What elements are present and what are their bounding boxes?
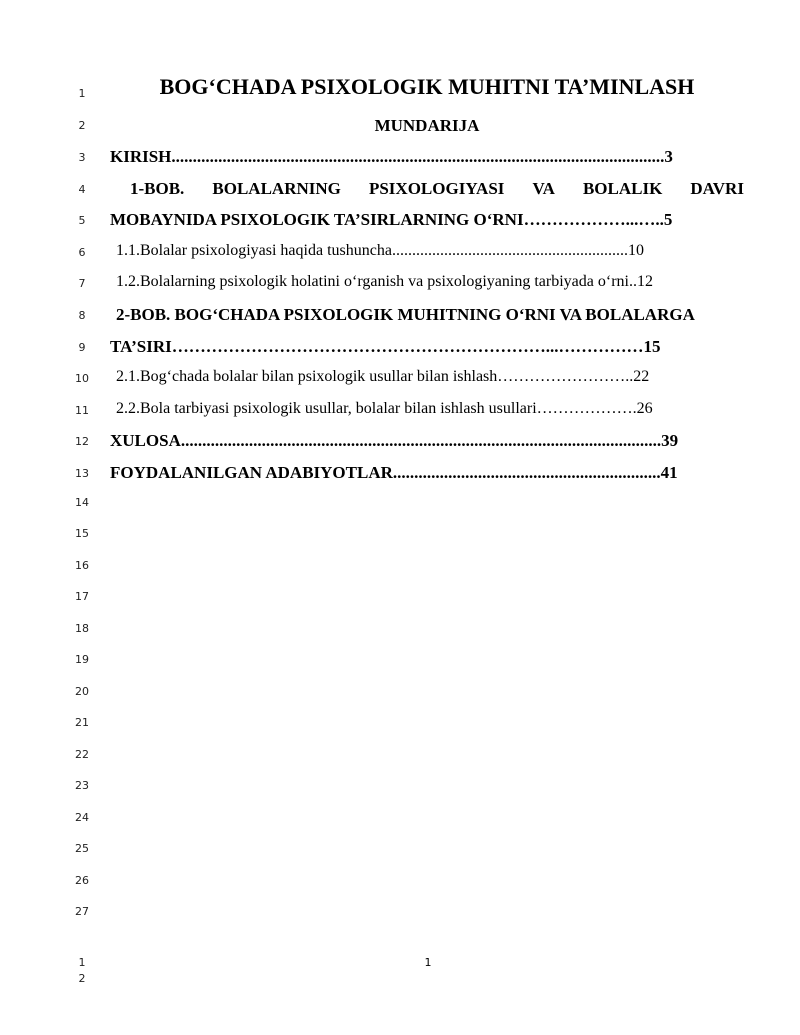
toc-word: BOLALIK <box>582 179 663 198</box>
line-number: 24 <box>75 811 89 824</box>
page-number: 1 <box>424 956 432 969</box>
line-number: 16 <box>75 559 89 572</box>
page-title: BOG‘CHADA PSIXOLOGIK MUHITNI TA’MINLASH <box>159 74 695 99</box>
toc-heading: MUNDARIJA <box>374 116 480 135</box>
toc-entry-2-1: 2.1.Bog‘chada bolalar bilan psixologik usullar bilan ishlash……………………..22 <box>116 368 650 385</box>
line-number: 3 <box>78 151 86 164</box>
toc-entry-bob1-line2: MOBAYNIDA PSIXOLOGIK TA’SIRLARNING O‘RNI………………...…..5 <box>110 210 673 229</box>
toc-entry-bob2-line1: 2-BOB. BOG‘CHADA PSIXOLOGIK MUHITNING O‘RNI VA BOLALARGA <box>116 305 695 324</box>
toc-word: VA <box>532 179 555 198</box>
toc-entry-1-1: 1.1.Bolalar psixologiyasi haqida tushuncha...........................................................10 <box>116 242 644 259</box>
line-number: 7 <box>78 277 86 290</box>
footer-line-number: 1 <box>78 956 86 969</box>
toc-entry-adabiyotlar: FOYDALANILGAN ADABIYOTLAR...............................................................41 <box>110 463 678 482</box>
line-number: 25 <box>75 842 89 855</box>
toc-word: PSIXOLOGIYASI <box>368 179 505 198</box>
toc-word: BOLALARNING <box>212 179 341 198</box>
toc-entry-kirish: KIRISH....................................................................................................................3 <box>110 147 673 166</box>
line-number: 22 <box>75 748 89 761</box>
line-number: 20 <box>75 685 89 698</box>
line-number: 27 <box>75 905 89 918</box>
toc-entry-2-2: 2.2.Bola tarbiyasi psixologik usullar, bolalar bilan ishlash usullari……………….26 <box>116 400 653 417</box>
line-number: 1 <box>78 87 86 100</box>
toc-entry-xulosa: XULOSA.................................................................................................................39 <box>110 431 679 450</box>
line-number: 9 <box>78 341 86 354</box>
footer-line-number: 2 <box>78 972 86 985</box>
line-number: 2 <box>78 119 86 132</box>
toc-entry-bob2-line2: TA’SIRI…………………………………………………………...……………15 <box>110 337 661 356</box>
line-number: 23 <box>75 779 89 792</box>
line-number: 11 <box>75 404 89 417</box>
line-number: 6 <box>78 246 86 259</box>
line-number: 4 <box>78 183 86 196</box>
toc-entry-bob1-line1 <box>130 179 744 199</box>
toc-word: 1-BOB. <box>130 179 185 198</box>
line-number: 18 <box>75 622 89 635</box>
line-number: 26 <box>75 874 89 887</box>
line-number: 13 <box>75 467 89 480</box>
toc-word: DAVRI <box>690 179 744 198</box>
line-number: 15 <box>75 527 89 540</box>
line-number: 19 <box>75 653 89 666</box>
line-number: 14 <box>75 496 89 509</box>
line-number: 12 <box>75 435 89 448</box>
line-number: 5 <box>78 214 86 227</box>
line-number: 17 <box>75 590 89 603</box>
line-number: 8 <box>78 309 86 322</box>
line-number: 10 <box>75 372 89 385</box>
toc-entry-1-2: 1.2.Bolalarning psixologik holatini o‘rganish va psixologiyaning tarbiyada o‘rni..12 <box>116 273 653 290</box>
line-number: 21 <box>75 716 89 729</box>
